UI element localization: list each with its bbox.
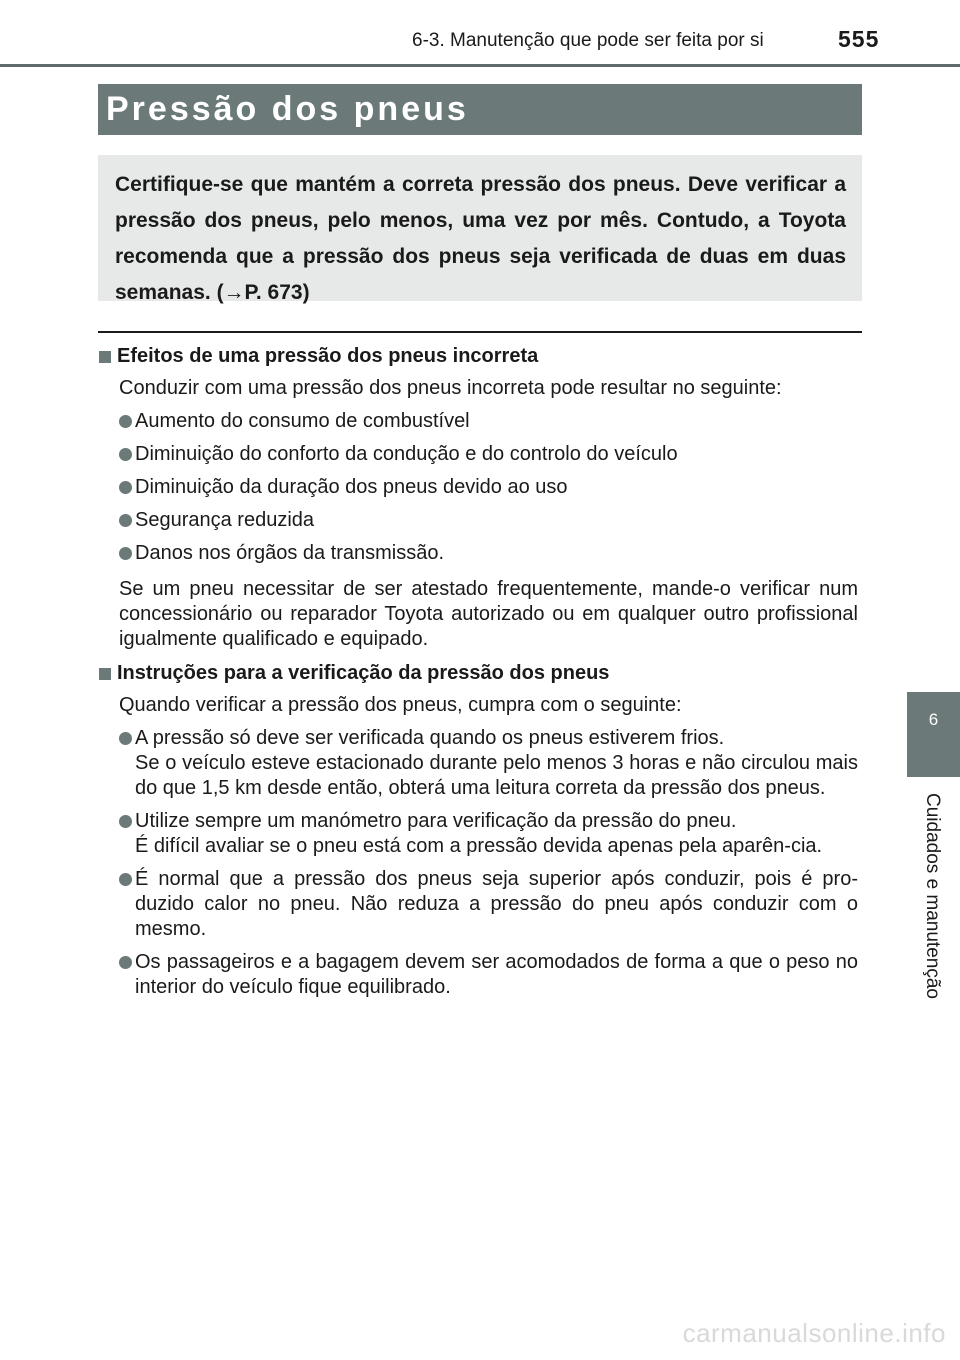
list-item [98, 867, 858, 942]
intro-text: Certifique-se que mantém a correta pressão dos pneus. Deve verificar a pressão dos pneus, pelo menos, uma vez por mês. Contudo, a Toyota recomenda que a pressão dos pneus seja verificada de duas em duas semanas. (→P. 673) [115, 173, 846, 304]
circle-bullet-icon [119, 956, 132, 969]
circle-bullet-icon [119, 815, 132, 828]
list-item-text: Os passageiros e a bagagem devem ser acomodados de forma a que o peso no interior do veículo fique equilibrado. [135, 951, 858, 998]
list-item [98, 475, 858, 500]
list-item-text: Diminuição da duração dos pneus devido ao uso [135, 476, 568, 498]
list-item-text: Danos nos órgãos da transmissão. [135, 542, 445, 564]
list-item-text: É normal que a pressão dos pneus seja superior após conduzir, pois é pro-duzido calor no pneu. Não reduza a pressão do pneu após conduzir com o mesmo. [135, 868, 858, 940]
section-divider [98, 331, 862, 333]
header-section-title: 6-3. Manutenção que pode ser feita por si [412, 30, 764, 51]
section-heading-text: Efeitos de uma pressão dos pneus incorreta [117, 345, 539, 367]
circle-bullet-icon [119, 481, 132, 494]
list-item [98, 950, 858, 1000]
list-item-detail: É difícil avaliar se o pneu está com a pressão devida apenas pela aparên-cia. [135, 835, 823, 857]
list-item [98, 442, 858, 467]
list-item-text: A pressão só deve ser verificada quando os pneus estiverem frios. [135, 727, 725, 749]
list-item [98, 541, 858, 566]
chapter-tab [907, 692, 960, 777]
circle-bullet-icon [119, 873, 132, 886]
header-divider [0, 64, 960, 67]
list-item [98, 508, 858, 533]
section-heading-text: Instruções para a verificação da pressão dos pneus [117, 662, 610, 684]
circle-bullet-icon [119, 514, 132, 527]
list-item-detail: Se o veículo esteve estacionado durante pelo menos 3 horas e não circulou mais do que 1,5 km desde então, obterá uma leitura correta da pressão dos pneus. [135, 752, 858, 799]
circle-bullet-icon [119, 448, 132, 461]
list-item-text: Utilize sempre um manómetro para verificação da pressão do pneu. [135, 810, 737, 832]
title-banner [98, 84, 862, 135]
list-item-text: Segurança reduzida [135, 509, 315, 531]
list-item-text: Aumento do consumo de combustível [135, 410, 470, 432]
circle-bullet-icon [119, 732, 132, 745]
watermark: carmanualsonline.info [682, 1318, 946, 1348]
intro-box [98, 155, 862, 304]
list-item [98, 409, 858, 434]
square-bullet-icon [99, 351, 111, 363]
section-heading [98, 661, 858, 686]
circle-bullet-icon [119, 547, 132, 560]
chapter-label: Cuidados e manutenção [922, 793, 943, 999]
section-lead: Quando verificar a pressão dos pneus, cumpra com o seguinte: [119, 694, 682, 716]
list-item [98, 726, 858, 801]
square-bullet-icon [99, 668, 111, 680]
section-closing-note: Se um pneu necessitar de ser atestado frequentemente, mande-o verificar num concessionário ou reparador Toyota autorizado ou em qualquer outro profissional igualmente qualificado e equipado. [119, 578, 858, 650]
section-heading [98, 344, 858, 369]
chapter-tab-number: 6 [928, 710, 939, 729]
section-lead: Conduzir com uma pressão dos pneus incorreta pode resultar no seguinte: [119, 377, 782, 399]
list-item-text: Diminuição do conforto da condução e do controlo do veículo [135, 443, 678, 465]
list-item [98, 809, 858, 859]
page-title: Pressão dos pneus [106, 90, 469, 128]
main-content [98, 344, 858, 1000]
page-number: 555 [838, 26, 880, 52]
circle-bullet-icon [119, 415, 132, 428]
